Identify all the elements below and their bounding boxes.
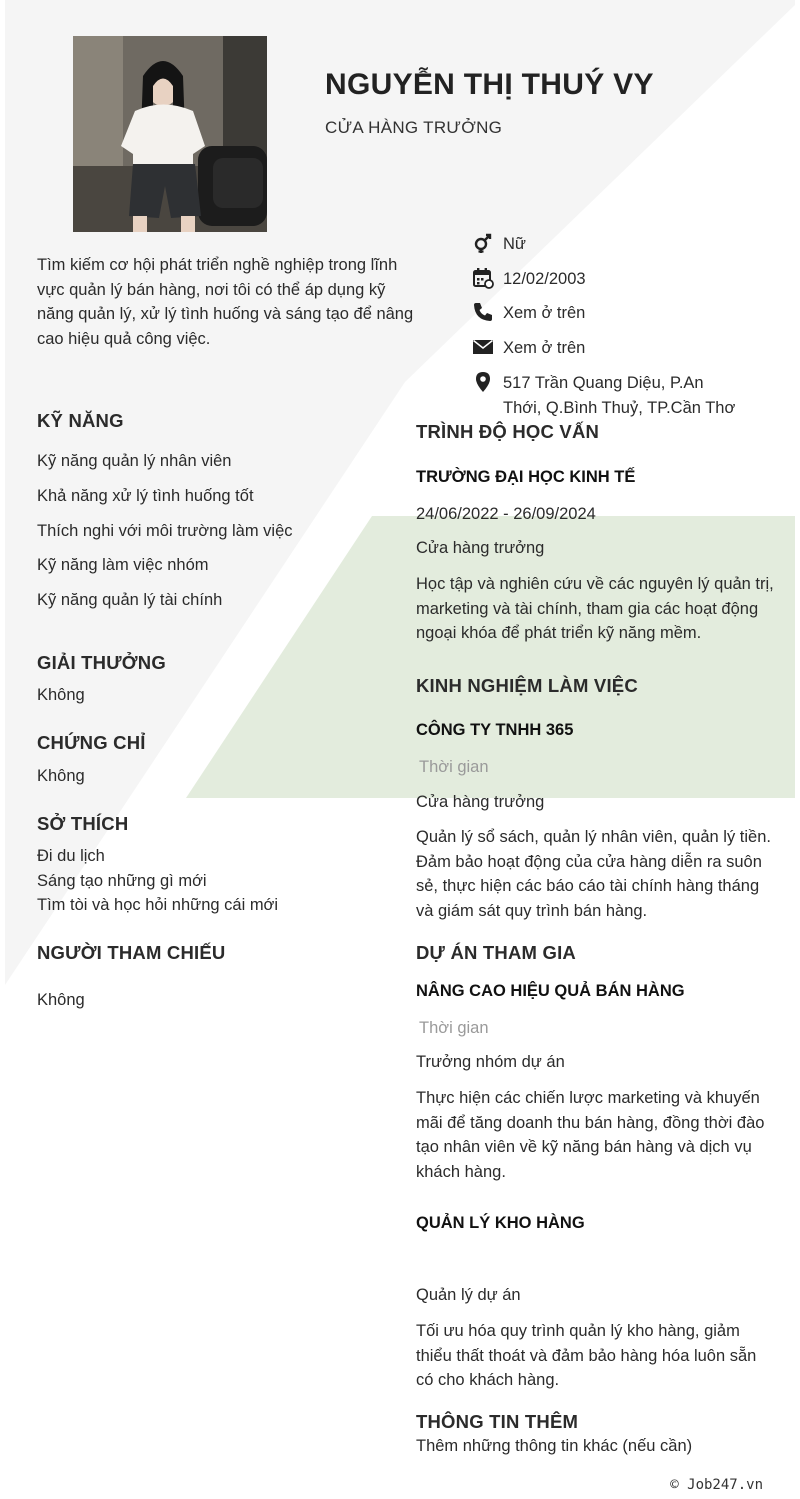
copyright: © Job247.vn — [670, 1477, 763, 1493]
location-pin-icon — [472, 371, 494, 393]
certificates-text: Không — [37, 767, 85, 785]
gender-value: Nữ — [503, 235, 526, 253]
experience-heading: KINH NGHIỆM LÀM VIỆC — [416, 675, 638, 696]
calendar-icon — [472, 267, 494, 289]
experience-period: Thời gian — [419, 758, 489, 776]
experience-description: Quản lý sổ sách, quản lý nhân viên, quản lý tiền. Đảm bảo hoạt động của cửa hàng diễn ra suôn sẻ, thực hiện các báo cáo tài chính hàng tháng và giám sát quy trình bán hàng. — [416, 828, 771, 920]
skills-heading: KỸ NĂNG — [37, 410, 124, 431]
email-value: Xem ở trên — [503, 339, 586, 357]
birthday-value: 12/02/2003 — [503, 270, 586, 288]
education-description: Học tập và nghiên cứu về các nguyên lý quản trị, marketing và tài chính, tham gia các hoạt động ngoại khóa để phát triển kỹ năng mềm. — [416, 575, 774, 642]
hobbies-heading: SỞ THÍCH — [37, 813, 129, 834]
project-role: Trưởng nhóm dự án — [416, 1053, 565, 1071]
certificates-heading: CHỨNG CHỈ — [37, 732, 146, 753]
projects-heading: DỰ ÁN THAM GIA — [416, 942, 576, 963]
project-role: Quản lý dự án — [416, 1286, 521, 1304]
profile-photo — [73, 36, 267, 232]
references-text: Không — [37, 991, 85, 1009]
education-period: 24/06/2022 - 26/09/2024 — [416, 505, 596, 523]
phone-icon — [472, 301, 494, 323]
full-name: NGUYỄN THỊ THUÝ VY — [325, 68, 654, 101]
career-objective: Tìm kiếm cơ hội phát triển nghề nghiệp trong lĩnh vực quản lý bán hàng, nơi tôi có thể áp dụng kỹ năng quản lý, xử lý tình huống và sáng tạo để nâng cao hiệu quả công việc. — [37, 256, 414, 348]
education-heading: TRÌNH ĐỘ HỌC VẤN — [416, 421, 600, 442]
education-role: Cửa hàng trưởng — [416, 539, 545, 557]
company-name: CÔNG TY TNHH 365 — [416, 721, 574, 739]
profile-photo-image — [73, 36, 267, 232]
skill-item: Kỹ năng làm việc nhóm — [37, 556, 209, 574]
school-name: TRƯỜNG ĐẠI HỌC KINH TẾ — [416, 468, 636, 486]
experience-role: Cửa hàng trưởng — [416, 793, 545, 811]
phone-value: Xem ở trên — [503, 304, 586, 322]
job-title: CỬA HÀNG TRƯỞNG — [325, 118, 503, 137]
address-value: 517 Trần Quang Diệu, P.An Thới, Q.Bình Thuỷ, TP.Cần Thơ — [503, 374, 736, 417]
gender-icon — [472, 232, 494, 254]
hobby-item: Đi du lịch — [37, 847, 105, 865]
hobby-item: Tìm tòi và học hỏi những cái mới — [37, 896, 279, 914]
project-name: QUẢN LÝ KHO HÀNG — [416, 1214, 585, 1232]
hobby-item: Sáng tạo những gì mới — [37, 872, 207, 890]
awards-text: Không — [37, 686, 85, 704]
project-name: NÂNG CAO HIỆU QUẢ BÁN HÀNG — [416, 982, 685, 1000]
awards-heading: GIẢI THƯỞNG — [37, 652, 166, 673]
mail-icon — [472, 336, 494, 358]
skill-item: Khả năng xử lý tình huống tốt — [37, 487, 254, 505]
project-period: Thời gian — [419, 1019, 489, 1037]
project-description: Thực hiện các chiến lược marketing và khuyến mãi để tăng doanh thu bán hàng, đồng thời đào tạo nhân viên về kỹ năng bán hàng và dịch vụ khách hàng. — [416, 1089, 765, 1181]
skill-item: Kỹ năng quản lý nhân viên — [37, 452, 232, 470]
skill-item: Thích nghi với môi trường làm việc — [37, 522, 293, 540]
additional-heading: THÔNG TIN THÊM — [416, 1411, 579, 1432]
project-description: Tối ưu hóa quy trình quản lý kho hàng, giảm thiểu thất thoát và đảm bảo hàng hóa luôn sẵn có cho khách hàng. — [416, 1322, 757, 1389]
references-heading: NGƯỜI THAM CHIẾU — [37, 942, 226, 963]
skill-item: Kỹ năng quản lý tài chính — [37, 591, 223, 609]
additional-text: Thêm những thông tin khác (nếu cần) — [416, 1437, 693, 1455]
